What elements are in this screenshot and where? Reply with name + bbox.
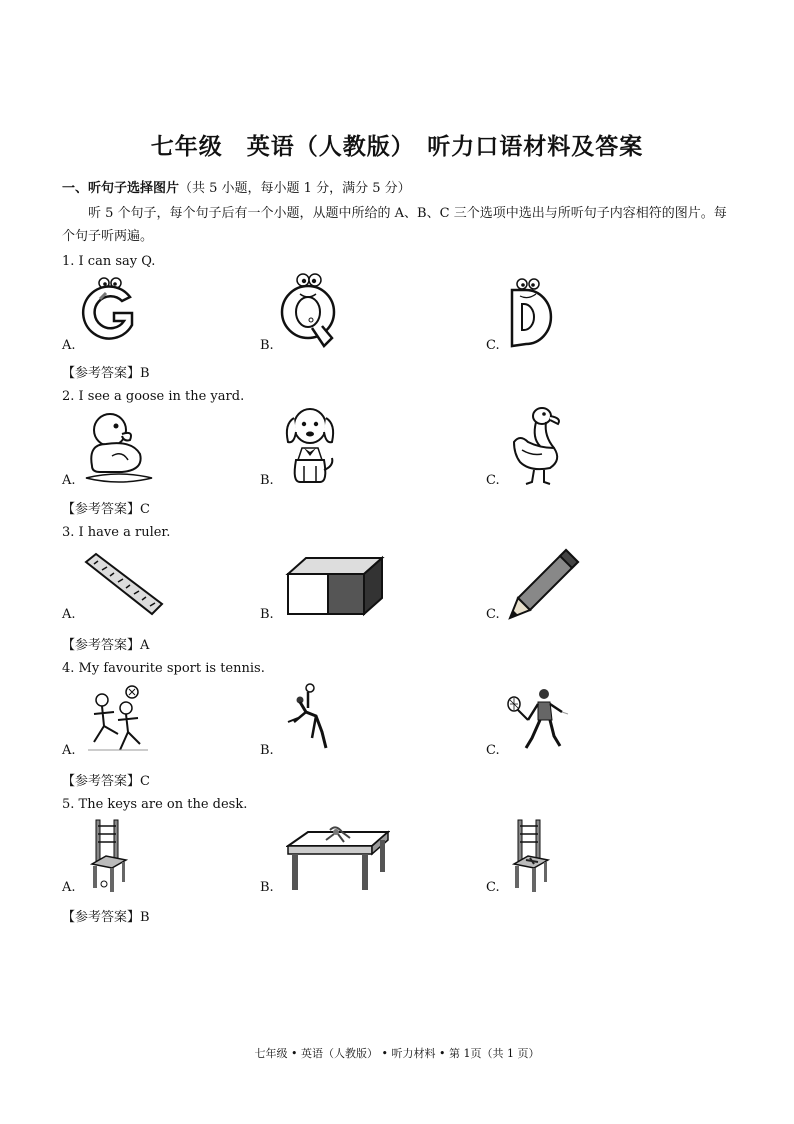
letter-q-image: [278, 272, 340, 348]
q2-option-a-label: A.: [62, 473, 76, 488]
tennis-player-image: [504, 686, 570, 752]
q4-option-c-label: C.: [486, 743, 500, 758]
question-3-text: 3. I have a ruler.: [62, 525, 171, 540]
q4-option-b-label: B.: [260, 743, 274, 758]
question-2-text: 2. I see a goose in the yard.: [62, 389, 245, 404]
pencil-image: [506, 546, 582, 620]
q3-option-a-label: A.: [62, 607, 76, 622]
letter-g-image: [80, 275, 142, 345]
question-4-text: 4. My favourite sport is tennis.: [62, 661, 265, 676]
q5-answer: 【参考答案】B: [62, 910, 150, 925]
section-title: 一、听句子选择图片: [62, 181, 180, 196]
q1-option-c-label: C.: [486, 338, 500, 353]
page-footer: 七年级 • 英语（人教版） • 听力材料 • 第 1页（共 1 页）: [254, 1047, 540, 1060]
q3-option-b-label: B.: [260, 607, 274, 622]
desk-with-keys-image: [286, 824, 390, 892]
question-1-text: 1. I can say Q.: [62, 254, 156, 269]
page-title: 七年级 英语（人教版） 听力口语材料及答案: [150, 133, 644, 160]
q2-option-c-label: C.: [486, 473, 500, 488]
letter-d-image: [506, 276, 554, 348]
q2-answer: 【参考答案】C: [62, 502, 150, 517]
q1-option-a-label: A.: [62, 338, 76, 353]
q3-answer: 【参考答案】A: [62, 638, 150, 653]
soccer-players-image: [84, 684, 152, 754]
instruction-text: 听 5 个句子，每个句子后有一个小题，从题中所给的 A、B、C 三个选项中选出与所听句子内容相符的图片。每个句子听两遍。: [62, 206, 727, 244]
section-heading: [62, 177, 411, 196]
chair-keys-on-image: [510, 818, 552, 894]
chair-keys-under-image: [88, 818, 130, 894]
q1-option-b-label: B.: [260, 338, 274, 353]
eraser-image: [284, 552, 386, 618]
q5-option-b-label: B.: [260, 880, 274, 895]
q4-answer: 【参考答案】C: [62, 774, 150, 789]
q3-option-c-label: C.: [486, 607, 500, 622]
goose-image: [510, 404, 566, 486]
dog-image: [282, 404, 338, 486]
q4-option-a-label: A.: [62, 743, 76, 758]
ruler-image: [82, 552, 166, 618]
duck-image: [82, 410, 156, 486]
basketball-player-image: [286, 682, 332, 754]
section-note: （共 5 小题，每小题 1 分，满分 5 分）: [179, 181, 411, 196]
question-5-text: 5. The keys are on the desk.: [62, 797, 248, 812]
q5-option-c-label: C.: [486, 880, 500, 895]
q1-answer: 【参考答案】B: [62, 366, 150, 381]
q5-option-a-label: A.: [62, 880, 76, 895]
q2-option-b-label: B.: [260, 473, 274, 488]
